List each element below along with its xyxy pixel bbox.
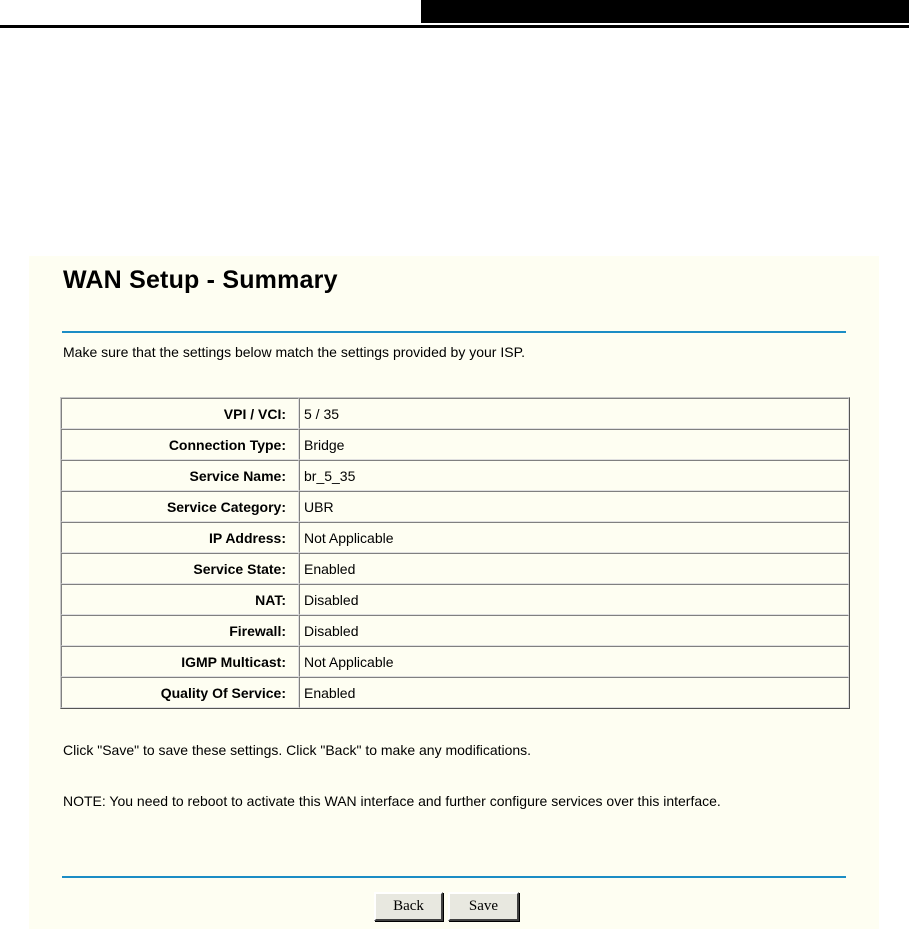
connection-type-label: Connection Type: bbox=[61, 429, 299, 460]
table-row bbox=[61, 522, 849, 553]
document-header-bar bbox=[421, 0, 909, 23]
table-row bbox=[61, 491, 849, 522]
table-row bbox=[61, 429, 849, 460]
instructions-text: Click "Save" to save these settings. Click "Back" to make any modifications. bbox=[63, 742, 532, 758]
service-state-label: Service State: bbox=[61, 553, 299, 584]
button-bar bbox=[374, 892, 519, 921]
firewall-label: Firewall: bbox=[61, 615, 299, 646]
summary-table bbox=[60, 397, 850, 709]
table-row bbox=[61, 398, 849, 429]
service-name-value: br_5_35 bbox=[299, 460, 849, 491]
page-title: WAN Setup - Summary bbox=[63, 266, 338, 294]
reboot-note: NOTE: You need to reboot to activate this WAN interface and further configure services over this interface. bbox=[63, 793, 721, 809]
service-name-label: Service Name: bbox=[61, 460, 299, 491]
service-category-value: UBR bbox=[299, 491, 849, 522]
ip-address-label: IP Address: bbox=[61, 522, 299, 553]
service-category-label: Service Category: bbox=[61, 491, 299, 522]
document-header-rule bbox=[0, 25, 909, 28]
table-row bbox=[61, 677, 849, 708]
wan-summary-panel bbox=[29, 256, 879, 929]
quality-of-service-value: Enabled bbox=[299, 677, 849, 708]
back-button[interactable]: Back bbox=[374, 892, 443, 921]
save-button[interactable]: Save bbox=[448, 892, 519, 921]
nat-value: Disabled bbox=[299, 584, 849, 615]
connection-type-value: Bridge bbox=[299, 429, 849, 460]
vpi-vci-label: VPI / VCI: bbox=[61, 398, 299, 429]
intro-text: Make sure that the settings below match the settings provided by your ISP. bbox=[63, 344, 525, 360]
table-row bbox=[61, 584, 849, 615]
table-row bbox=[61, 553, 849, 584]
nat-label: NAT: bbox=[61, 584, 299, 615]
table-row bbox=[61, 615, 849, 646]
firewall-value: Disabled bbox=[299, 615, 849, 646]
igmp-multicast-label: IGMP Multicast: bbox=[61, 646, 299, 677]
table-row bbox=[61, 460, 849, 491]
bottom-divider bbox=[62, 876, 846, 878]
vpi-vci-value: 5 / 35 bbox=[299, 398, 849, 429]
service-state-value: Enabled bbox=[299, 553, 849, 584]
igmp-multicast-value: Not Applicable bbox=[299, 646, 849, 677]
ip-address-value: Not Applicable bbox=[299, 522, 849, 553]
top-divider bbox=[62, 331, 846, 333]
table-row bbox=[61, 646, 849, 677]
quality-of-service-label: Quality Of Service: bbox=[61, 677, 299, 708]
